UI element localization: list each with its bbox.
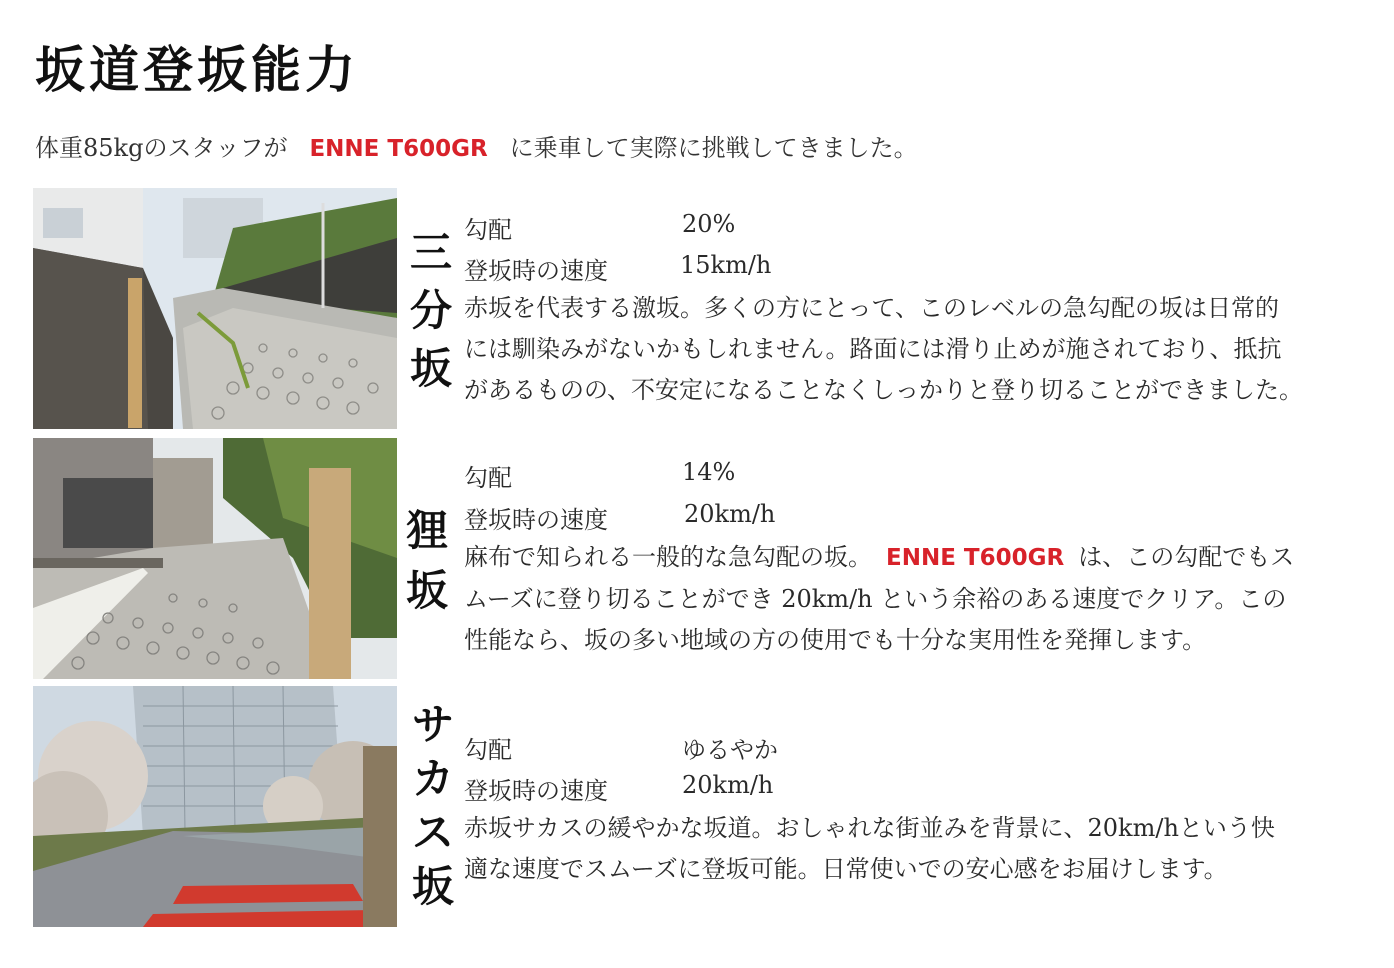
speed-label: 登坂時の速度 <box>464 257 608 285</box>
speed-label: 登坂時の速度 <box>464 777 608 805</box>
speed-value: 20km/h <box>684 500 776 528</box>
gradient-value: 20% <box>682 210 736 238</box>
gradient-label: 勾配 <box>464 464 512 492</box>
slope-description: 赤坂を代表する激坂。多くの方にとって、このレベルの急勾配の坂は日常的 には馴染みがないかもしれません。路面には滑り止めが施されており、抵抗 があるものの、不安定になることなくしっかりと登り切ることができました。 <box>464 294 1304 404</box>
sacaszaka-photo <box>33 686 397 927</box>
speed-value: 15km/h <box>680 251 772 279</box>
slope-name-sacaszaka: サ カ ス 坂 <box>412 700 455 911</box>
slope-name-mamianazaka: 狸 坂 <box>406 506 449 615</box>
sanbunzaka-photo <box>33 188 397 429</box>
slope-description: 赤坂サカスの緩やかな坂道。おしゃれな街並みを背景に、20km/hという快 適な速度でスムーズに登坂可能。日常使いでの安心感をお届けします。 <box>464 814 1275 883</box>
speed-label: 登坂時の速度 <box>464 506 608 534</box>
page-title: 坂道登坂能力 <box>35 40 359 99</box>
intro-text <box>35 128 918 163</box>
slope-description: 麻布で知られる一般的な急勾配の坂。 ENNE T600GR は、この勾配でもス ムーズに登り切ることができ 20km/h という余裕のある速度でクリア。この 性能なら、坂の多い地域の方の使用でも十分な実用性を発揮します。 <box>464 543 1295 654</box>
gradient-value: ゆるやか <box>682 736 778 764</box>
brand-name: ENNE T600GR <box>886 545 1065 571</box>
slope-name-sanbunzaka: 三 分 坂 <box>410 228 453 393</box>
intro-before: 体重85kgのスタッフが <box>35 134 288 162</box>
speed-value: 20km/h <box>682 771 774 799</box>
gradient-label: 勾配 <box>464 736 512 764</box>
gradient-label: 勾配 <box>464 216 512 244</box>
mamianazaka-photo <box>33 438 397 679</box>
gradient-value: 14% <box>682 458 736 486</box>
brand-name: ENNE T600GR <box>309 136 488 162</box>
intro-after: に乗車して実際に挑戦してきました。 <box>509 134 918 162</box>
